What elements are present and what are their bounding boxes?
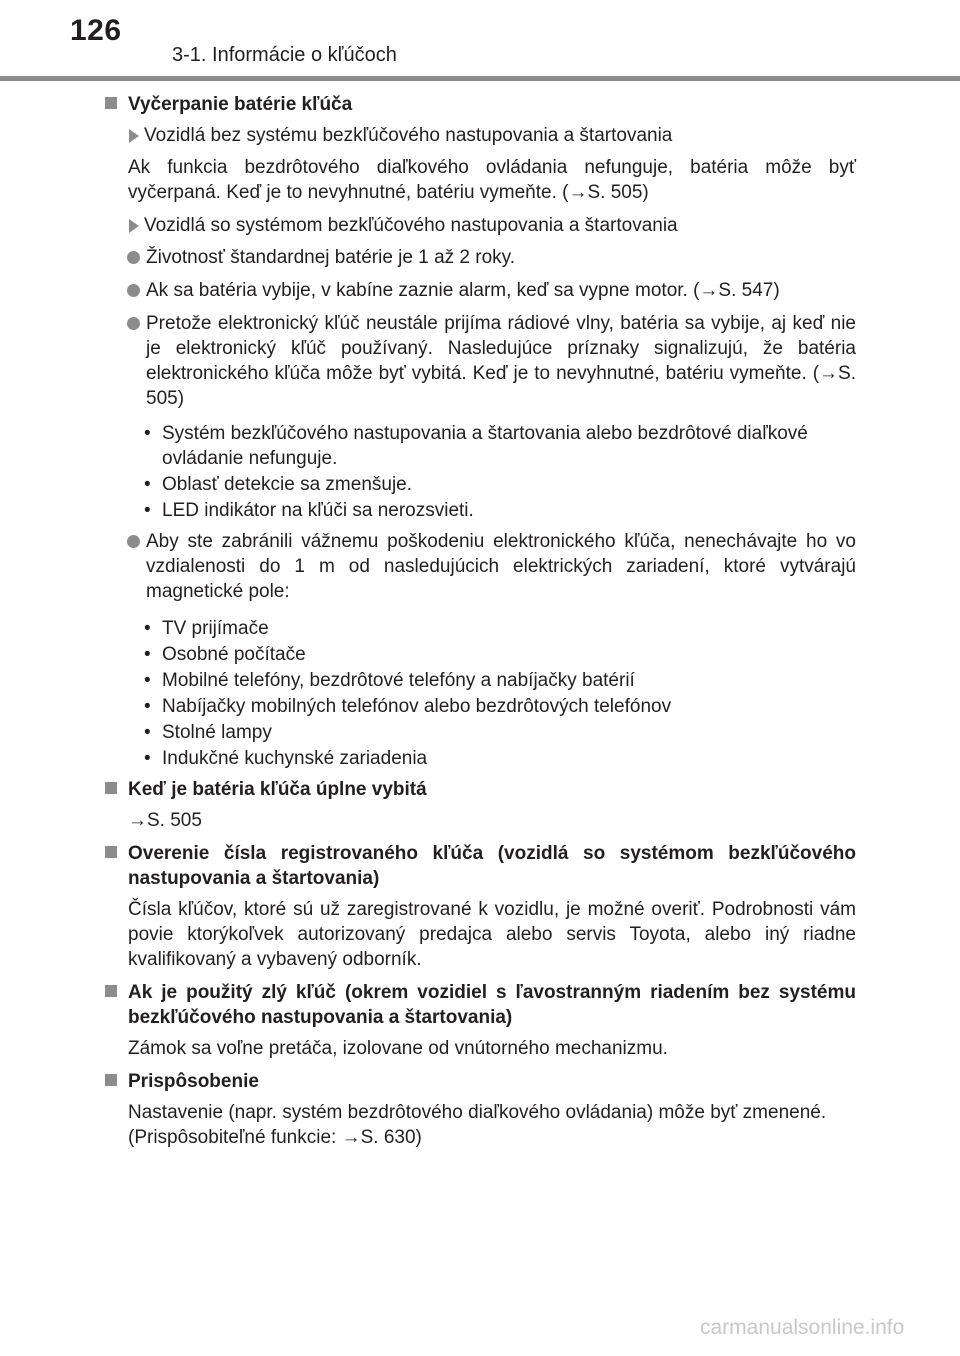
section-heading-text: Vyčerpanie batérie kľúča (128, 94, 353, 115)
section-heading-text: Keď je batéria kľúča úplne vybitá (128, 779, 427, 800)
list-item: • Indukčné kuchynské zariadenia (144, 748, 428, 769)
vehicle-condition-text: Vozidlá bez systému bezkľúčového nastupovania a štartovania (144, 125, 673, 146)
list-item-text: Mobilné telefóny, bezdrôtové telefóny a nabíjačky batérií (162, 670, 635, 691)
circle-bullet-icon (127, 284, 140, 297)
list-item: • TV prijímače (144, 618, 269, 639)
vehicle-condition (104, 213, 856, 238)
watermark: carmanualsonline.info (700, 1316, 905, 1339)
section-heading (104, 1069, 856, 1094)
bullet-item (104, 245, 856, 270)
list-item-text: Systém bezkľúčového nastupovania a štartovania alebo bezdrôtové diaľkové ovládanie nefunguje. (162, 423, 808, 469)
bullet-text: Životnosť štandardnej batérie je 1 až 2 roky. (146, 247, 516, 268)
paragraph: (Prispôsobiteľné funkcie: →S. 630) (128, 1127, 422, 1148)
bullet-text: Pretože elektronický kľúč neustále prijíma rádiové vlny, batéria sa vybije, aj keď nie je elektronický kľúč používaný. Nasledujúce príznaky signalizujú, že batéria elektronického kľúča môže byť vybitá. Keď je to nevyhnutné, batériu vymeňte. (→S. 505) (146, 313, 856, 409)
square-bullet-icon (105, 1074, 117, 1086)
circle-bullet-icon (127, 535, 140, 548)
circle-bullet-icon (127, 317, 140, 330)
page-reference-link[interactable]: →S. 505 (128, 810, 202, 831)
bullet-item (104, 311, 856, 411)
chapter-title: 3-1. Informácie o kľúčoch (172, 44, 397, 66)
list-item: • LED indikátor na kľúči sa nerozsvieti. (144, 500, 474, 521)
paragraph: Ak funkcia bezdrôtového diaľkového ovládania nefunguje, batéria môže byť vyčerpaná. Keď je to nevyhnutné, batériu vymeňte. (→S. 505) (128, 157, 856, 203)
section-heading (104, 841, 856, 891)
square-bullet-icon (105, 846, 117, 858)
paragraph: Nastavenie (napr. systém bezdrôtového diaľkového ovládania) môže byť zmenené. (128, 1102, 827, 1123)
triangle-bullet-icon (129, 219, 139, 233)
section-heading-text: Ak je použitý zlý kľúč (okrem vozidiel s ľavostranným riadením bez systému bezkľúčového nastupovania a štartovania) (128, 982, 856, 1028)
triangle-bullet-icon (129, 129, 139, 143)
square-bullet-icon (105, 97, 117, 109)
vehicle-condition (104, 123, 856, 148)
circle-bullet-icon (127, 251, 140, 264)
list-item: • Osobné počítače (144, 644, 306, 665)
vehicle-condition-text: Vozidlá so systémom bezkľúčového nastupovania a štartovania (144, 215, 678, 236)
symptom-list (104, 421, 856, 523)
section-heading (104, 777, 856, 802)
square-bullet-icon (105, 782, 117, 794)
bullet-item (104, 529, 856, 604)
device-list (104, 616, 856, 771)
page-content (104, 92, 856, 1158)
square-bullet-icon (105, 985, 117, 997)
section-heading-text: Overenie čísla registrovaného kľúča (vozidlá so systémom bezkľúčového nastupovania a štartovania) (128, 843, 856, 889)
list-item: • Mobilné telefóny, bezdrôtové telefóny a nabíjačky batérií (144, 670, 635, 691)
section-heading (104, 980, 856, 1030)
bullet-text: Ak sa batéria vybije, v kabíne zaznie alarm, keď sa vypne motor. (→S. 547) (146, 280, 780, 301)
list-item-text: Indukčné kuchynské zariadenia (162, 748, 428, 769)
list-item-text: Nabíjačky mobilných telefónov alebo bezdrôtových telefónov (162, 696, 672, 717)
list-item-text: Stolné lampy (162, 722, 272, 743)
bullet-text: Aby ste zabránili vážnemu poškodeniu elektronického kľúča, nenechávajte ho vo vzdialenosti do 1 m od nasledujúcich elektrických zariadení, ktoré vytvárajú magnetické pole: (146, 531, 856, 602)
list-item: • Systém bezkľúčového nastupovania a štartovania alebo bezdrôtové diaľkové ovládanie nefunguje. (144, 423, 808, 469)
list-item-text: TV prijímače (162, 618, 269, 639)
list-item-text: Oblasť detekcie sa zmenšuje. (162, 474, 413, 495)
header-rule (0, 76, 960, 81)
list-item: • Stolné lampy (144, 722, 272, 743)
paragraph: Čísla kľúčov, ktoré sú už zaregistrované k vozidlu, je možné overiť. Podrobnosti vám povie ktorýkoľvek autorizovaný predajca alebo servis Toyota, alebo iný riadne kvalifikovaný a vybavený odborník. (128, 899, 856, 970)
list-item: • Oblasť detekcie sa zmenšuje. (144, 474, 413, 495)
paragraph: Zámok sa voľne pretáča, izolovane od vnútorného mechanizmu. (128, 1038, 668, 1059)
bullet-item (104, 278, 856, 303)
section-heading (104, 92, 856, 117)
list-item: • Nabíjačky mobilných telefónov alebo bezdrôtových telefónov (144, 696, 672, 717)
list-item-text: LED indikátor na kľúči sa nerozsvieti. (162, 500, 474, 521)
list-item-text: Osobné počítače (162, 644, 306, 665)
page-number: 126 (70, 14, 122, 47)
section-heading-text: Prispôsobenie (128, 1071, 259, 1092)
